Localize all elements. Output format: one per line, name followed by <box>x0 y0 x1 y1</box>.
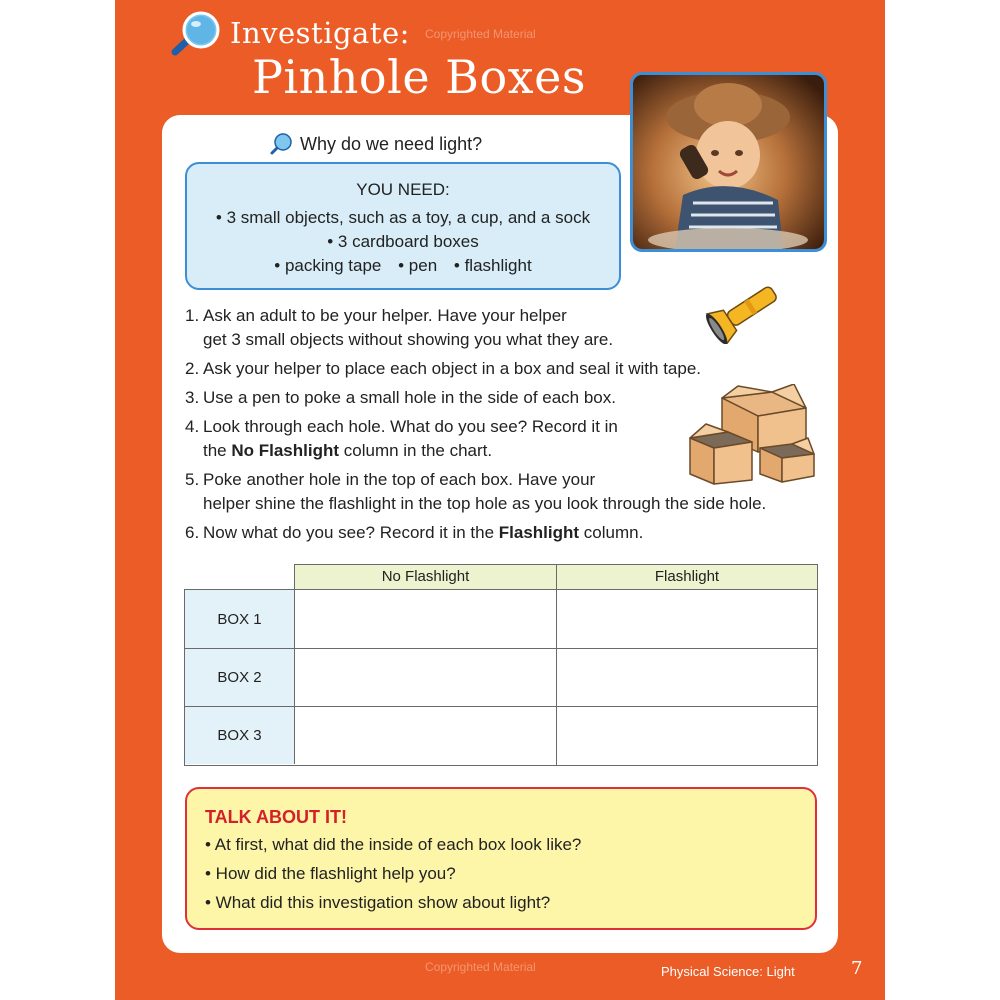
step-5 <box>185 470 767 513</box>
step-number: 1. <box>185 306 200 325</box>
supply-item: • flashlight <box>453 256 532 275</box>
you-need-box <box>185 162 621 290</box>
supply-item: • packing tape <box>274 256 382 275</box>
watermark-bottom: Copyrighted Material <box>425 960 536 974</box>
chart-grid <box>184 589 818 766</box>
supply-item: • pen <box>398 256 438 275</box>
answer-cell[interactable] <box>297 650 554 704</box>
step-text: Ask an adult to be your helper. Have your helper <box>203 306 567 325</box>
watermark-top: Copyrighted Material <box>425 27 536 41</box>
answer-cell[interactable] <box>559 650 815 704</box>
title-label: Investigate: <box>230 16 410 50</box>
you-need-title: YOU NEED: <box>356 180 450 199</box>
page-number: 7 <box>851 958 863 979</box>
step-text: helper shine the flashlight in the top hole as you look through the side hole. <box>203 494 767 513</box>
observation-chart <box>184 564 818 766</box>
magnifying-glass-icon <box>268 131 294 157</box>
step-text: column. <box>579 523 644 542</box>
step-3 <box>185 388 616 408</box>
discussion-question: • What did this investigation show about light? <box>205 893 551 912</box>
row-label: BOX 3 <box>185 707 295 764</box>
emphasis-text: No Flashlight <box>231 441 340 460</box>
answer-cell[interactable] <box>559 708 815 762</box>
step-number: 5. <box>185 470 200 489</box>
answer-cell[interactable] <box>297 708 554 762</box>
magnifying-glass-icon <box>165 8 225 58</box>
discussion-question: • At first, what did the inside of each box look like? <box>205 835 582 854</box>
step-1 <box>185 306 614 349</box>
step-text: Use a pen to poke a small hole in the side of each box. <box>203 388 616 407</box>
step-text: get 3 small objects without showing you what they are. <box>203 330 614 349</box>
step-text: the No Flashlight column in the chart. <box>203 441 493 460</box>
row-label: BOX 1 <box>185 590 295 648</box>
supply-item: • 3 cardboard boxes <box>327 232 479 251</box>
supply-item: • 3 small objects, such as a toy, a cup, and a sock <box>215 208 591 227</box>
step-6 <box>185 523 643 543</box>
step-number: 6. <box>185 523 200 542</box>
answer-cell[interactable] <box>559 592 815 646</box>
page-title: Pinhole Boxes <box>252 50 586 104</box>
step-text: Now what do you see? Record it in the <box>203 523 499 542</box>
column-header: Flashlight <box>556 564 818 590</box>
column-divider <box>556 590 557 765</box>
step-number: 2. <box>185 359 200 378</box>
row-divider <box>185 706 817 707</box>
cardboard-boxes-illustration <box>688 384 816 488</box>
child-flashlight-photo <box>630 72 827 252</box>
talk-about-title: TALK ABOUT IT! <box>205 807 347 827</box>
emphasis-text: Flashlight <box>498 523 580 542</box>
column-header: No Flashlight <box>294 564 557 590</box>
flashlight-illustration <box>705 276 787 344</box>
guiding-question: Why do we need light? <box>300 134 483 154</box>
talk-about-box <box>185 787 817 930</box>
step-4 <box>185 417 618 460</box>
supply-items-row <box>187 256 619 276</box>
step-text: Look through each hole. What do you see? Record it in <box>203 417 618 436</box>
step-number: 3. <box>185 388 200 407</box>
row-divider <box>185 648 817 649</box>
answer-cell[interactable] <box>297 592 554 646</box>
footer-section-label: Physical Science: Light <box>661 964 795 979</box>
row-label: BOX 2 <box>185 649 295 706</box>
step-text: Ask your helper to place each object in a box and seal it with tape. <box>203 359 702 378</box>
step-2 <box>185 359 701 379</box>
step-text: Poke another hole in the top of each box. Have your <box>203 470 596 489</box>
discussion-question: • How did the flashlight help you? <box>205 864 456 883</box>
step-number: 4. <box>185 417 200 436</box>
